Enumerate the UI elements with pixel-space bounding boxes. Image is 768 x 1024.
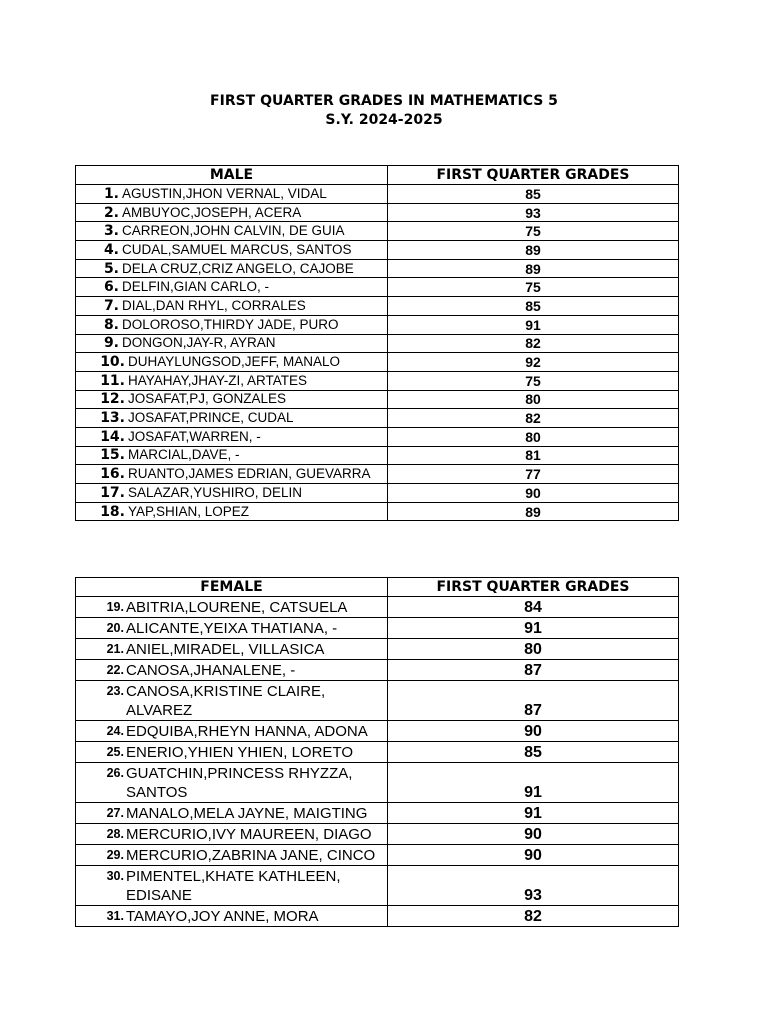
student-cell xyxy=(76,681,388,721)
row-number: 15. xyxy=(100,447,125,464)
student-cell xyxy=(76,334,388,353)
table-row xyxy=(76,203,679,222)
document-title: FIRST QUARTER GRADES IN MATHEMATICS 5 xyxy=(210,93,558,109)
student-cell xyxy=(76,618,388,639)
student-name: DUHAYLUNGSOD,JEFF, MANALO xyxy=(128,354,341,370)
table-row xyxy=(76,824,679,845)
student-grade: 75 xyxy=(388,371,679,390)
student-cell xyxy=(76,742,388,763)
row-number: 27. xyxy=(106,806,124,820)
row-number: 26. xyxy=(106,766,124,780)
grade-column-header: FIRST QUARTER GRADES xyxy=(388,166,679,185)
student-name: DELA CRUZ,CRIZ ANGELO, CAJOBE xyxy=(122,260,354,276)
row-number: 4. xyxy=(103,241,119,258)
student-cell xyxy=(76,502,388,521)
student-grade: 85 xyxy=(388,185,679,204)
student-grade: 87 xyxy=(388,660,679,681)
row-number: 12. xyxy=(100,391,125,408)
table-row xyxy=(76,185,679,204)
row-number: 30. xyxy=(106,869,124,883)
student-cell xyxy=(76,409,388,428)
student-name: TAMAYO,JOY ANNE, MORA xyxy=(126,908,319,925)
student-name: JOSAFAT,PRINCE, CUDAL xyxy=(128,410,294,426)
student-name: ENERIO,YHIEN YHIEN, LORETO xyxy=(126,744,353,761)
table-row xyxy=(76,278,679,297)
student-name: DIAL,DAN RHYL, CORRALES xyxy=(122,297,306,313)
student-grade: 91 xyxy=(388,315,679,334)
student-name: RUANTO,JAMES EDRIAN, GUEVARRA xyxy=(128,466,371,482)
student-grade: 93 xyxy=(388,866,679,906)
student-name: CANOSA,JHANALENE, - xyxy=(126,662,296,679)
student-name: CANOSA,KRISTINE CLAIRE, xyxy=(126,683,326,700)
student-cell xyxy=(76,315,388,334)
table-row xyxy=(76,297,679,316)
table-row xyxy=(76,660,679,681)
student-cell xyxy=(76,259,388,278)
student-cell xyxy=(76,639,388,660)
table-row xyxy=(76,371,679,390)
student-cell xyxy=(76,371,388,390)
student-name: EDQUIBA,RHEYN HANNA, ADONA xyxy=(126,723,368,740)
male-grades-table xyxy=(75,165,679,521)
student-name: MANALO,MELA JAYNE, MAIGTING xyxy=(126,805,368,822)
student-grade: 90 xyxy=(388,721,679,742)
table-row xyxy=(76,427,679,446)
row-number: 2. xyxy=(103,204,119,221)
male-table-header xyxy=(76,166,679,185)
row-number: 25. xyxy=(106,745,124,759)
student-grade: 82 xyxy=(388,906,679,927)
table-row xyxy=(76,484,679,503)
male-column-header: MALE xyxy=(76,166,388,185)
row-number: 10. xyxy=(100,354,125,371)
table-row xyxy=(76,639,679,660)
student-name: ANIEL,MIRADEL, VILLASICA xyxy=(126,641,325,658)
student-name: ALICANTE,YEIXA THATIANA, - xyxy=(126,620,338,637)
student-cell xyxy=(76,866,388,906)
student-cell xyxy=(76,660,388,681)
table-row xyxy=(76,446,679,465)
student-cell xyxy=(76,824,388,845)
table-row xyxy=(76,315,679,334)
student-name: AGUSTIN,JHON VERNAL, VIDAL xyxy=(122,185,327,201)
female-column-header: FEMALE xyxy=(76,578,388,597)
student-name: DELFIN,GIAN CARLO, - xyxy=(122,279,270,295)
student-grade: 87 xyxy=(388,681,679,721)
student-grade: 90 xyxy=(388,845,679,866)
row-number: 9. xyxy=(103,335,119,352)
row-number: 11. xyxy=(100,372,125,389)
student-name: AMBUYOC,JOSEPH, ACERA xyxy=(122,204,302,220)
row-number: 8. xyxy=(103,316,119,333)
row-number: 21. xyxy=(106,642,124,656)
student-cell xyxy=(76,427,388,446)
grade-column-header: FIRST QUARTER GRADES xyxy=(388,578,679,597)
student-grade: 92 xyxy=(388,353,679,372)
student-grade: 91 xyxy=(388,803,679,824)
student-name: CARREON,JOHN CALVIN, DE GUIA xyxy=(122,223,345,239)
student-grade: 84 xyxy=(388,597,679,618)
student-grade: 93 xyxy=(388,203,679,222)
table-row xyxy=(76,845,679,866)
row-number: 17. xyxy=(100,484,125,501)
table-row xyxy=(76,803,679,824)
student-cell xyxy=(76,203,388,222)
student-cell xyxy=(76,803,388,824)
table-row xyxy=(76,409,679,428)
student-name: DONGON,JAY-R, AYRAN xyxy=(122,335,276,351)
student-name: HAYAHAY,JHAY-ZI, ARTATES xyxy=(128,372,308,388)
student-name: MARCIAL,DAVE, - xyxy=(128,447,240,463)
row-number: 16. xyxy=(100,466,125,483)
student-cell xyxy=(76,390,388,409)
row-number: 7. xyxy=(103,297,119,314)
student-grade: 90 xyxy=(388,824,679,845)
student-cell xyxy=(76,465,388,484)
row-number: 22. xyxy=(106,663,124,677)
table-row xyxy=(76,866,679,906)
student-name: JOSAFAT,WARREN, - xyxy=(128,428,261,444)
table-row xyxy=(76,222,679,241)
student-name: GUATCHIN,PRINCESS RHYZZA, xyxy=(126,765,353,782)
table-row xyxy=(76,390,679,409)
table-row xyxy=(76,618,679,639)
student-cell xyxy=(76,845,388,866)
student-cell xyxy=(76,763,388,803)
student-name: SALAZAR,YUSHIRO, DELIN xyxy=(128,484,303,500)
table-row xyxy=(76,334,679,353)
student-grade: 89 xyxy=(388,502,679,521)
table-row xyxy=(76,763,679,803)
row-number: 28. xyxy=(106,827,124,841)
student-grade: 82 xyxy=(388,409,679,428)
student-cell xyxy=(76,185,388,204)
row-number: 14. xyxy=(100,428,125,445)
row-number: 29. xyxy=(106,848,124,862)
student-name: ABITRIA,LOURENE, CATSUELA xyxy=(126,599,348,616)
student-grade: 80 xyxy=(388,427,679,446)
student-grade: 82 xyxy=(388,334,679,353)
table-row xyxy=(76,465,679,484)
student-grade: 91 xyxy=(388,763,679,803)
student-grade: 75 xyxy=(388,278,679,297)
student-cell xyxy=(76,597,388,618)
table-row xyxy=(76,906,679,927)
student-grade: 89 xyxy=(388,241,679,260)
student-cell xyxy=(76,297,388,316)
row-number: 31. xyxy=(106,909,124,923)
student-cell xyxy=(76,446,388,465)
female-grades-table xyxy=(75,577,679,927)
table-row xyxy=(76,681,679,721)
student-cell xyxy=(76,278,388,297)
student-grade: 85 xyxy=(388,297,679,316)
female-table-header xyxy=(76,578,679,597)
student-grade: 91 xyxy=(388,618,679,639)
student-name: MERCURIO,ZABRINA JANE, CINCO xyxy=(126,847,376,864)
student-name: YAP,SHIAN, LOPEZ xyxy=(128,503,250,519)
student-grade: 77 xyxy=(388,465,679,484)
student-name: DOLOROSO,THIRDY JADE, PURO xyxy=(122,316,339,332)
row-number: 13. xyxy=(100,410,125,427)
row-number: 1. xyxy=(103,185,119,202)
student-name: CUDAL,SAMUEL MARCUS, SANTOS xyxy=(122,241,352,257)
student-name-continued: EDISANE xyxy=(126,887,192,904)
row-number: 5. xyxy=(103,260,119,277)
student-grade: 80 xyxy=(388,390,679,409)
student-cell xyxy=(76,906,388,927)
student-cell xyxy=(76,222,388,241)
student-grade: 89 xyxy=(388,259,679,278)
table-row xyxy=(76,353,679,372)
student-name-continued: SANTOS xyxy=(126,784,188,801)
row-number: 3. xyxy=(103,223,119,240)
table-row xyxy=(76,597,679,618)
student-grade: 90 xyxy=(388,484,679,503)
student-name: PIMENTEL,KHATE KATHLEEN, xyxy=(126,868,341,885)
student-cell xyxy=(76,721,388,742)
student-cell xyxy=(76,353,388,372)
row-number: 23. xyxy=(106,684,124,698)
student-grade: 80 xyxy=(388,639,679,660)
row-number: 20. xyxy=(106,621,124,635)
student-grade: 85 xyxy=(388,742,679,763)
table-row xyxy=(76,721,679,742)
row-number: 19. xyxy=(106,600,124,614)
student-grade: 81 xyxy=(388,446,679,465)
student-cell xyxy=(76,484,388,503)
student-name: JOSAFAT,PJ, GONZALES xyxy=(128,391,287,407)
student-name-continued: ALVAREZ xyxy=(126,702,193,719)
table-row xyxy=(76,502,679,521)
student-cell xyxy=(76,241,388,260)
school-year: S.Y. 2024-2025 xyxy=(325,112,443,128)
table-row xyxy=(76,742,679,763)
table-row xyxy=(76,241,679,260)
student-grade: 75 xyxy=(388,222,679,241)
table-row xyxy=(76,259,679,278)
row-number: 6. xyxy=(103,279,119,296)
row-number: 24. xyxy=(106,724,124,738)
row-number: 18. xyxy=(100,503,125,520)
student-name: MERCURIO,IVY MAUREEN, DIAGO xyxy=(126,826,372,843)
